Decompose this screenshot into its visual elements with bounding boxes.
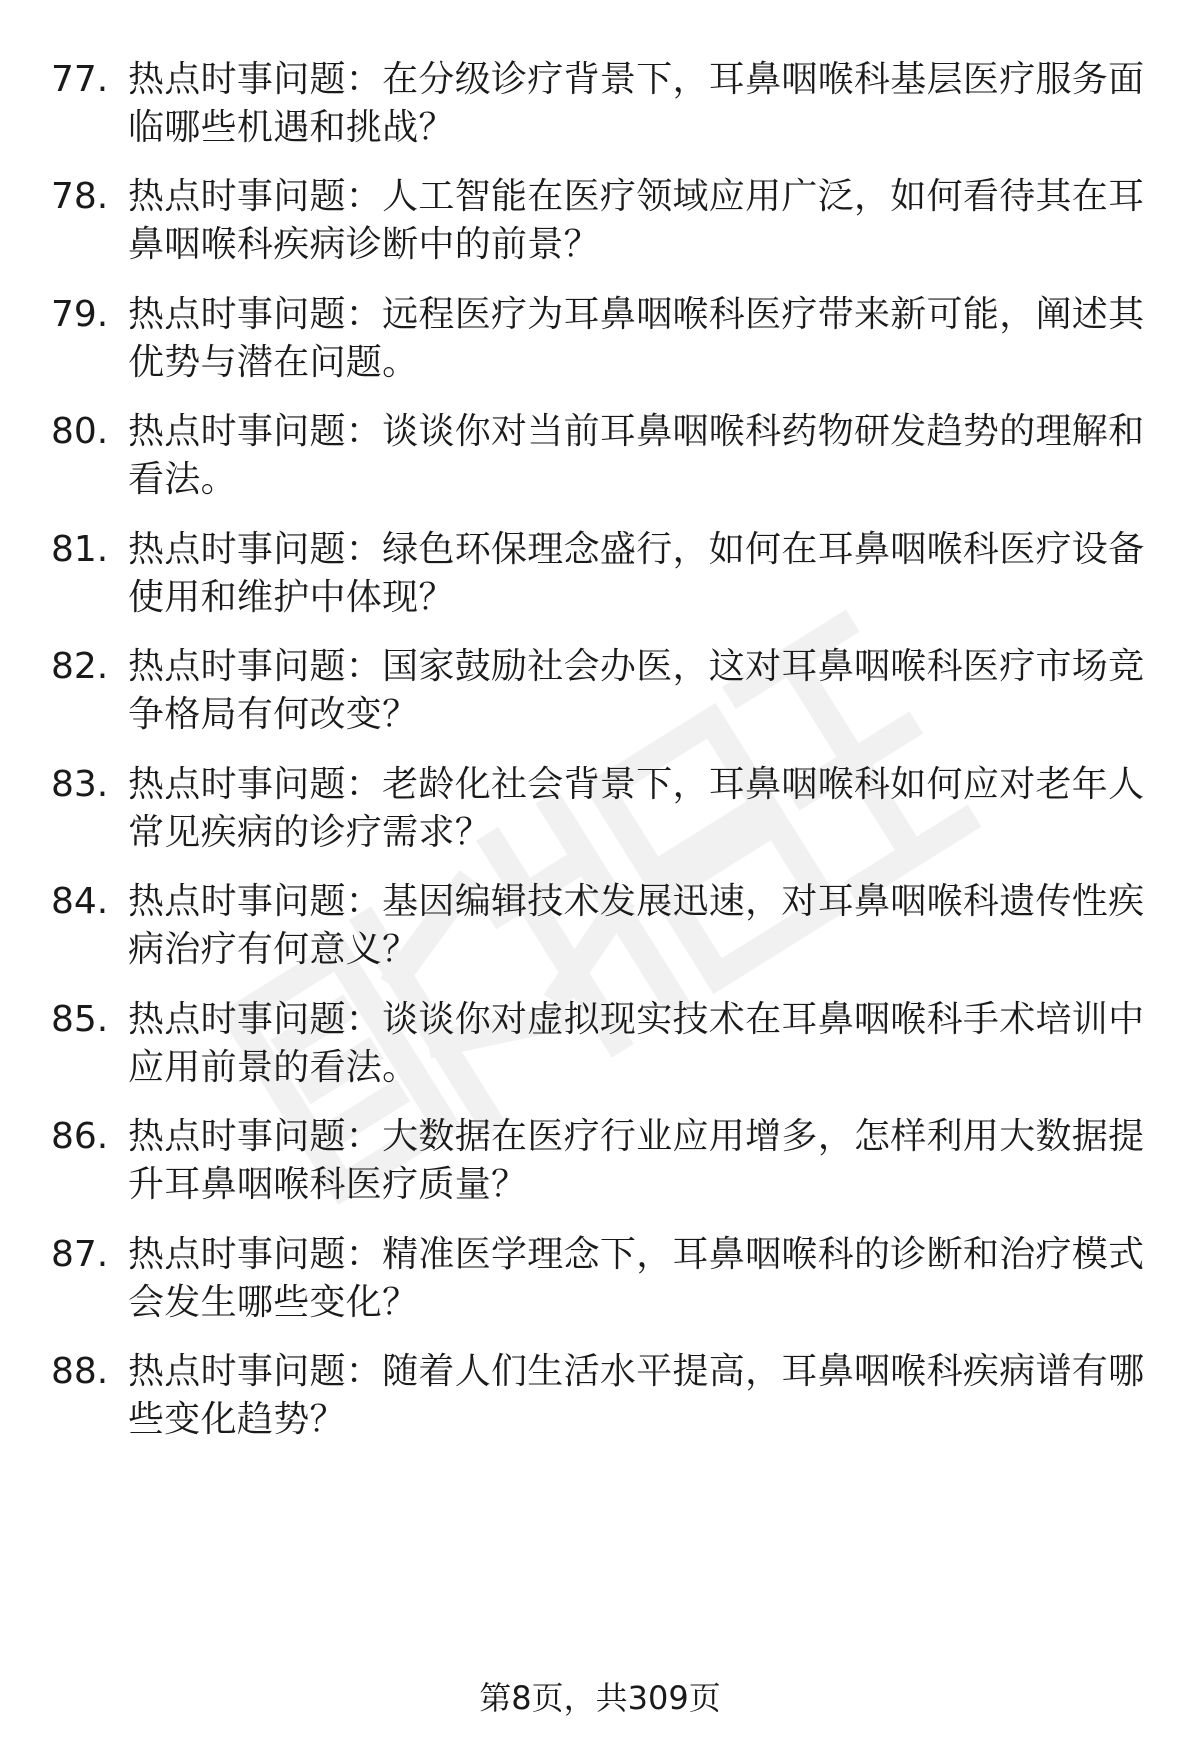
question-text-line: 热点时事问题：随着人们生活水平提高，耳鼻咽喉科疾病谱有哪 xyxy=(128,1351,1145,1392)
question-number: 84. xyxy=(51,881,109,922)
question-number: 79. xyxy=(51,294,109,335)
question-text-line: 争格局有何改变？ xyxy=(128,694,419,735)
question-number: 83. xyxy=(51,764,109,805)
question-text-line: 热点时事问题：老龄化社会背景下，耳鼻咽喉科如何应对老年人 xyxy=(128,764,1145,805)
question-number: 78. xyxy=(51,176,109,217)
question-text-line: 热点时事问题：谈谈你对当前耳鼻咽喉科药物研发趋势的理解和 xyxy=(128,411,1145,452)
question-number: 82. xyxy=(51,646,109,687)
question-text-line: 热点时事问题：远程医疗为耳鼻咽喉科医疗带来新可能，阐述其 xyxy=(128,294,1145,335)
question-number: 85. xyxy=(51,999,109,1040)
question-text-line: 热点时事问题：国家鼓励社会办医，这对耳鼻咽喉科医疗市场竞 xyxy=(128,646,1145,687)
question-number: 77. xyxy=(51,59,109,100)
question-text-line: 热点时事问题：基因编辑技术发展迅速，对耳鼻咽喉科遗传性疾 xyxy=(128,881,1145,922)
question-text-line: 临哪些机遇和挑战？ xyxy=(128,107,455,148)
question-text-line: 优势与潜在问题。 xyxy=(128,342,419,383)
question-text-line: 热点时事问题：人工智能在医疗领域应用广泛，如何看待其在耳 xyxy=(128,176,1145,217)
question-number: 86. xyxy=(51,1116,109,1157)
question-number: 81. xyxy=(51,529,109,570)
question-text-line: 升耳鼻咽喉科医疗质量？ xyxy=(128,1164,528,1205)
question-text-line: 病治疗有何意义？ xyxy=(128,929,419,970)
question-text-line: 常见疾病的诊疗需求？ xyxy=(128,812,492,853)
question-text-line: 鼻咽喉科疾病诊断中的前景？ xyxy=(128,224,600,265)
question-number: 87. xyxy=(51,1234,109,1275)
question-text-line: 热点时事问题：精准医学理念下，耳鼻咽喉科的诊断和治疗模式 xyxy=(128,1234,1145,1275)
question-number: 88. xyxy=(51,1351,109,1392)
question-text-line: 热点时事问题：大数据在医疗行业应用增多，怎样利用大数据提 xyxy=(128,1116,1145,1157)
question-text-line: 使用和维护中体现？ xyxy=(128,577,455,618)
question-text-line: 些变化趋势？ xyxy=(128,1399,346,1440)
question-text-line: 热点时事问题：绿色环保理念盛行，如何在耳鼻咽喉科医疗设备 xyxy=(128,529,1145,570)
question-text-line: 会发生哪些变化？ xyxy=(128,1282,419,1323)
question-text-line: 热点时事问题：谈谈你对虚拟现实技术在耳鼻咽喉科手术培训中 xyxy=(128,999,1145,1040)
question-text-line: 看法。 xyxy=(128,459,237,500)
question-text-line: 应用前景的看法。 xyxy=(128,1047,419,1088)
page-number-footer: 第8页，共309页 xyxy=(479,1679,721,1717)
question-number: 80. xyxy=(51,411,109,452)
question-text-line: 热点时事问题：在分级诊疗背景下，耳鼻咽喉科基层医疗服务面 xyxy=(128,59,1145,100)
